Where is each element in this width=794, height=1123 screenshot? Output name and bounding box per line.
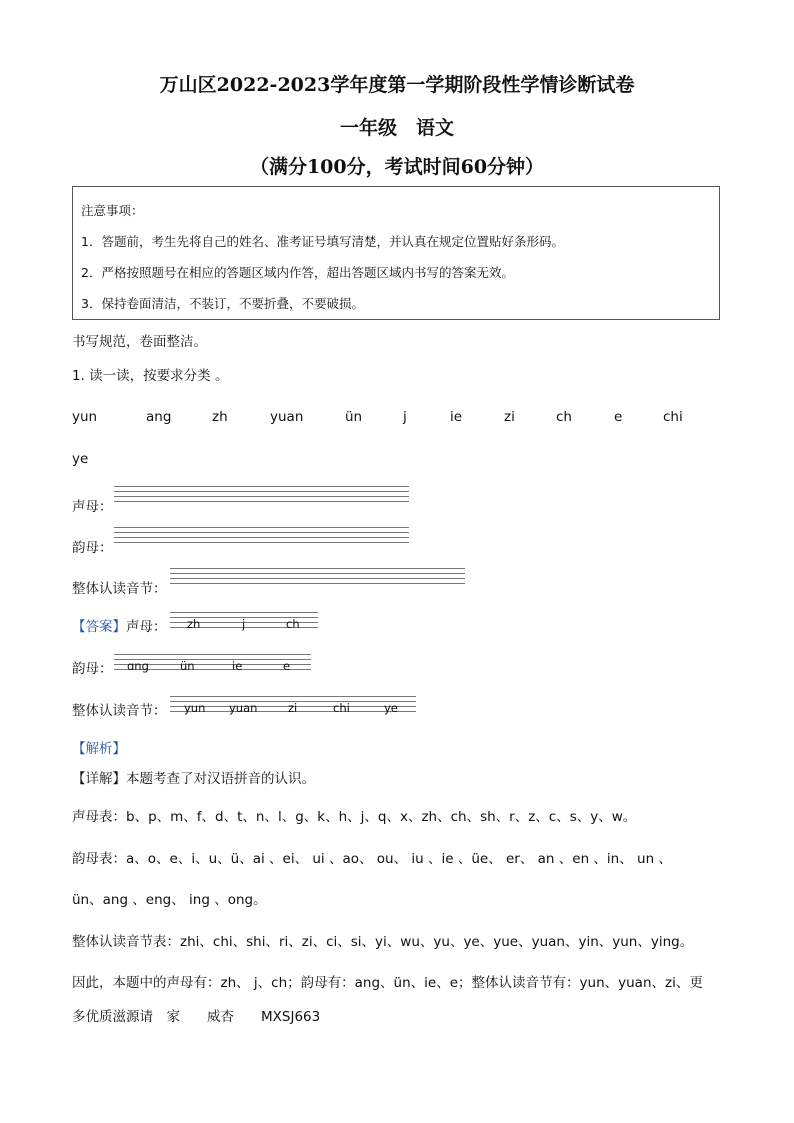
answer-zhengti-item: ye	[384, 701, 398, 715]
pinyin-item: ie	[450, 409, 463, 425]
answer-zhengti-item: chi	[333, 701, 350, 715]
notice-item-1: 1．答题前，考生先将自己的姓名、准考证号填写清楚，并认真在规定位置贴好条形码。	[81, 234, 564, 249]
notice-item-3: 3．保持卷面清洁，不装订，不要折叠，不要破损。	[81, 296, 364, 311]
pinyin-item: zi	[504, 409, 515, 425]
grade-subject: 一年级 语文	[339, 117, 454, 139]
pinyin-item: e	[614, 409, 623, 425]
answer-yunmu-item: ie	[232, 659, 243, 673]
pinyin-item: ang	[146, 409, 172, 425]
question-prompt: 1. 读一读，按要求分类 。	[72, 368, 229, 384]
answer-zhengti-item: yuan	[229, 701, 258, 715]
yunmu-table-line2: ün、ang 、eng、 ing 、ong。	[72, 892, 267, 908]
pinyin-item: ch	[556, 409, 572, 425]
answer-label-yunmu: 韵母：	[72, 661, 113, 677]
answer-yunmu-item: ün	[180, 659, 195, 673]
notice-box	[72, 186, 720, 320]
pinyin-item: yuan	[270, 409, 304, 425]
answer-zhengti-item: yun	[184, 701, 206, 715]
pinyin-item: j	[403, 409, 407, 425]
writing-note: 书写规范，卷面整洁。	[72, 334, 207, 350]
label-zhengti: 整体认读音节：	[72, 581, 167, 597]
answer-shengmu-item: zh	[187, 617, 201, 631]
answer-zhengti-item: zi	[288, 701, 298, 715]
answer-yunmu-item: ɑng	[127, 659, 149, 673]
writing-lines-shengmu[interactable]	[114, 486, 409, 506]
notice-item-2: 2．严格按照题号在相应的答题区域内作答，超出答题区域内书写的答案无效。	[81, 265, 514, 280]
pinyin-item: chi	[663, 409, 683, 425]
answer-shengmu-item: j	[242, 617, 246, 631]
pinyin-item: ün	[345, 409, 363, 425]
answer-label-zhengti: 整体认读音节：	[72, 703, 167, 719]
yunmu-table-line1: 韵母表：a、o、e、i、u、ü、ai 、ei、 ui 、ao、 ou、 iu 、ie 、üe、 er、 an 、en 、in、 un 、	[72, 851, 672, 867]
pinyin-item: yun	[72, 409, 98, 425]
answer-yunmu-item: e	[283, 659, 291, 673]
label-shengmu: 声母：	[72, 499, 113, 515]
analysis-tag: 【解析】	[72, 741, 126, 757]
answer-shengmu-item: ch	[286, 617, 300, 631]
answer-label-shengmu: 声母：	[126, 619, 167, 635]
answer-tag: 【答案】	[72, 619, 126, 635]
score-info: （满分100分，考试时间60分钟）	[249, 156, 545, 178]
shengmu-table: 声母表：b、p、m、f、d、t、n、l、g、k、h、j、q、x、zh、ch、sh、r、z、c、s、y、w。	[72, 809, 637, 825]
pinyin-item: ye	[72, 451, 89, 467]
label-yunmu: 韵母：	[72, 540, 113, 556]
conclusion-line1: 因此，本题中的声母有：zh、 j、ch；韵母有：ang、ün、ie、e；整体认读音节有：yun、yuan、zi、更	[72, 975, 703, 991]
pinyin-item: zh	[212, 409, 228, 425]
writing-lines-zhengti[interactable]	[170, 568, 465, 588]
notice-heading: 注意事项：	[81, 203, 144, 218]
conclusion-line2: 多优质滋源请 家 威杏 MXSJ663	[72, 1009, 321, 1025]
page-title: 万山区2022-2023学年度第一学期阶段性学情诊断试卷	[159, 74, 635, 96]
writing-lines-yunmu[interactable]	[114, 527, 409, 547]
analysis-detail: 【详解】本题考查了对汉语拼音的认识。	[72, 771, 315, 787]
zhengti-table: 整体认读音节表：zhi、chi、shi、ri、zi、ci、si、yi、wu、yu、ye、yue、yuan、yin、yun、ying。	[72, 934, 694, 950]
